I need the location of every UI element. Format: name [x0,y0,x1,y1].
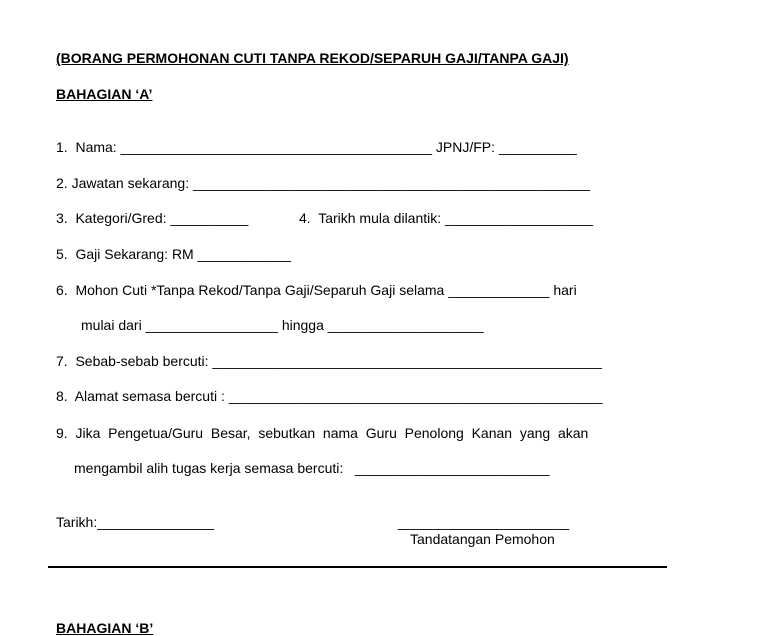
section-b-heading: BAHAGIAN ‘B’ [56,620,154,636]
section-a-heading: BAHAGIAN ‘A’ [56,86,153,102]
field-guru-penolong: 9. Jika Pengetua/Guru Besar, sebutkan nama Guru Penolong Kanan yang akan [56,425,589,441]
field-ambil-alih-tugas: mengambil alih tugas kerja semasa bercuti: _________________________ [74,460,550,476]
form-title: (BORANG PERMOHONAN CUTI TANPA REKOD/SEPARUH GAJI/TANPA GAJI) [56,50,569,66]
section-divider [48,566,667,568]
field-tarikh: Tarikh:_______________ [56,514,215,530]
field-kategori-gred: 3. Kategori/Gred: __________ [56,210,249,226]
field-jawatan: 2. Jawatan sekarang: ___________________________________________________ [56,175,591,191]
field-tarikh-dilantik: 4. Tarikh mula dilantik: ___________________ [299,210,593,226]
field-gaji-sekarang: 5. Gaji Sekarang: RM ____________ [56,246,292,262]
field-alamat-bercuti: 8. Alamat semasa bercuti : ________________________________________________ [56,388,603,404]
field-mohon-cuti: 6. Mohon Cuti *Tanpa Rekod/Tanpa Gaji/Separuh Gaji selama _____________ hari [56,282,577,298]
field-sebab-bercuti: 7. Sebab-sebab bercuti: __________________________________________________ [56,353,602,369]
signature-line: ______________________ [398,514,570,530]
field-tempoh-cuti: mulai dari _________________ hingga ____________________ [81,317,484,333]
field-nama-jpnj: 1. Nama: ________________________________________ JPNJ/FP: __________ [56,139,577,155]
signature-label: Tandatangan Pemohon [410,531,555,547]
